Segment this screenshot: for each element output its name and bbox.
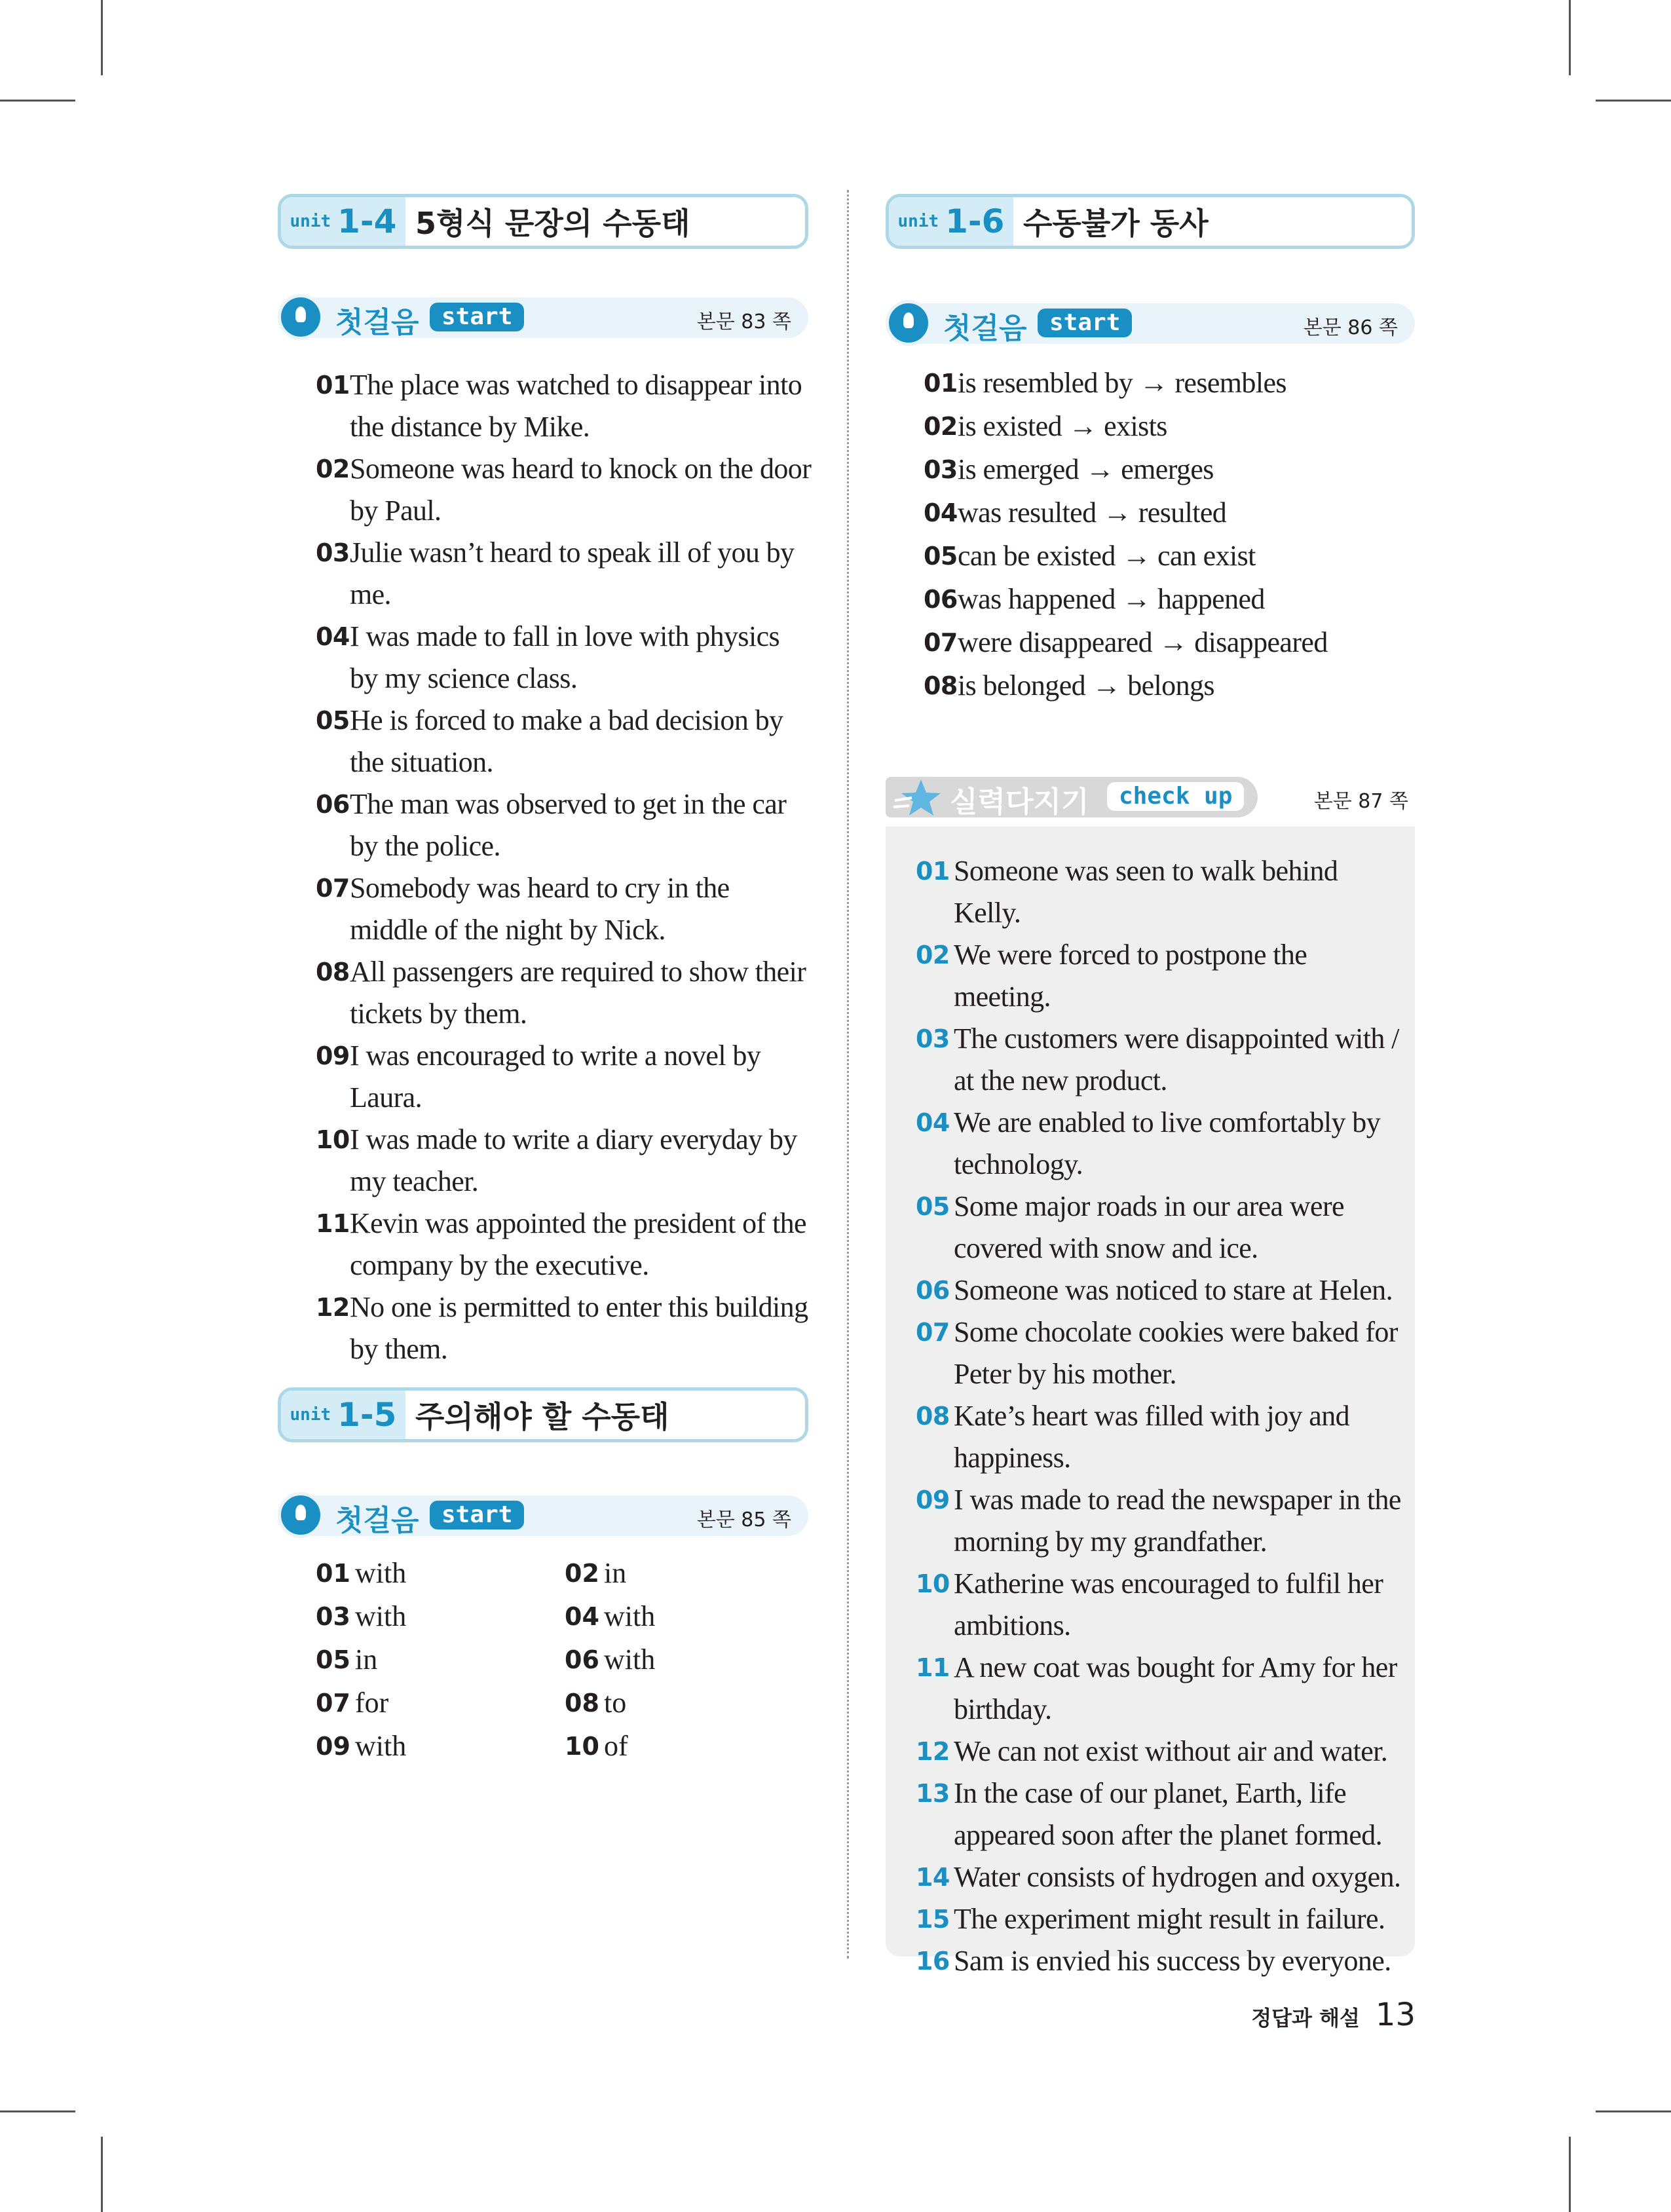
crop-mark (1569, 0, 1571, 75)
item-text: The experiment might result in failure. (954, 1903, 1385, 1935)
lightbulb-icon (278, 294, 324, 340)
item-text: Some major roads in our area were covered with snow and ice. (954, 1190, 1344, 1264)
list-item (565, 1682, 814, 1724)
item-text: is resembled by → resembles (958, 367, 1286, 399)
list-item (316, 1203, 814, 1286)
item-number: 08 (565, 1689, 599, 1717)
list-item (916, 1772, 1404, 1856)
item-number: 09 (316, 1041, 350, 1070)
list-item (316, 364, 814, 448)
item-number: 03 (316, 538, 350, 567)
list-item (916, 1311, 1404, 1395)
item-text: All passengers are required to show their tickets by them. (350, 956, 806, 1030)
item-number: 16 (916, 1947, 950, 1976)
list-item (316, 616, 814, 700)
item-text: Kate’s heart was filled with joy and happiness. (954, 1400, 1350, 1474)
item-number: 05 (316, 706, 350, 735)
section-title: 첫걸음 (943, 312, 1027, 345)
item-number: 06 (565, 1645, 599, 1674)
item-number: 02 (916, 941, 950, 969)
list-item (916, 850, 1404, 934)
item-text: was resulted → resulted (958, 497, 1227, 529)
item-text: Someone was seen to walk behind Kelly. (954, 855, 1338, 929)
item-text: Someone was noticed to stare at Helen. (954, 1274, 1393, 1306)
list-item (565, 1725, 814, 1767)
answer-grid-1-5 (316, 1552, 840, 1767)
item-text: of (604, 1730, 628, 1762)
list-item (565, 1596, 814, 1638)
item-text: I was made to write a diary everyday by my teacher. (350, 1123, 797, 1197)
crop-mark (101, 2137, 103, 2212)
item-text: Someone was heard to knock on the door by Paul. (350, 453, 812, 527)
list-item (924, 664, 1408, 707)
list-item (316, 448, 814, 532)
lightbulb-icon (886, 300, 931, 346)
list-item (916, 1479, 1404, 1563)
section-title: 첫걸음 (335, 306, 419, 339)
item-text: for (355, 1687, 389, 1719)
item-number: 15 (916, 1905, 950, 1934)
item-text: In the case of our planet, Earth, life appeared soon after the planet formed. (954, 1777, 1383, 1851)
section-pill: start (430, 1501, 524, 1529)
list-item (916, 1018, 1404, 1102)
list-item (916, 934, 1404, 1018)
list-item (916, 1647, 1404, 1731)
unit-header-1-6 (886, 194, 1415, 249)
item-number: 11 (316, 1209, 350, 1238)
item-text: No one is permitted to enter this building by them. (350, 1291, 808, 1365)
item-number: 09 (916, 1486, 950, 1514)
section-check-up (886, 772, 1408, 820)
item-text: with (355, 1730, 407, 1762)
item-number: 10 (916, 1569, 950, 1598)
page-number: 13 (1375, 1996, 1416, 2033)
unit-label: unit (290, 212, 331, 231)
item-text: with (355, 1600, 407, 1632)
item-number: 10 (316, 1125, 350, 1154)
item-number: 08 (924, 671, 958, 700)
item-number: 03 (316, 1602, 350, 1631)
list-item (924, 448, 1408, 491)
section-title: 첫걸음 (335, 1504, 419, 1537)
item-number: 06 (924, 585, 958, 614)
list-item (316, 1286, 814, 1370)
item-text: The man was observed to get in the car by the police. (350, 788, 787, 862)
item-number: 09 (316, 1732, 350, 1761)
item-number: 04 (916, 1108, 950, 1137)
item-text: is belonged → belongs (958, 669, 1214, 702)
list-item (916, 1856, 1404, 1898)
section-pill: start (430, 303, 524, 331)
item-number: 12 (316, 1293, 350, 1322)
unit-number: 1-6 (945, 202, 1005, 240)
item-text: is existed → exists (958, 410, 1167, 442)
list-item (316, 1035, 814, 1119)
item-number: 07 (924, 628, 958, 657)
item-number: 03 (916, 1024, 950, 1053)
item-text: We were forced to postpone the meeting. (954, 939, 1307, 1013)
list-item (316, 1682, 565, 1724)
section-start-1-5 (278, 1490, 808, 1539)
item-number: 01 (316, 371, 350, 400)
item-number: 07 (316, 1689, 350, 1717)
list-item (565, 1552, 814, 1594)
item-text: A new coat was bought for Amy for her birthday. (954, 1651, 1397, 1725)
crop-mark (0, 100, 75, 102)
unit-header-1-4 (278, 194, 808, 249)
section-title: 실력다지기 (950, 785, 1089, 819)
column-divider (847, 190, 849, 1959)
list-item (916, 1940, 1404, 1982)
check-up-list (916, 850, 1404, 1982)
item-text: is emerged → emerges (958, 453, 1214, 485)
list-item (316, 1596, 565, 1638)
item-text: with (355, 1557, 407, 1589)
star-icon (892, 776, 945, 819)
answer-list-1-6 (924, 362, 1408, 707)
item-text: Water consists of hydrogen and oxygen. (954, 1861, 1401, 1893)
item-number: 05 (924, 542, 958, 571)
list-item (916, 1898, 1404, 1940)
item-number: 05 (316, 1645, 350, 1674)
unit-label: unit (897, 212, 939, 231)
unit-number: 1-4 (337, 202, 397, 240)
item-text: We are enabled to live comfortably by technology. (954, 1106, 1381, 1180)
item-number: 14 (916, 1863, 950, 1892)
crop-mark (1569, 2137, 1571, 2212)
item-number: 12 (916, 1737, 950, 1766)
page-reference: 본문 83 쪽 (696, 310, 791, 333)
page-reference: 본문 86 쪽 (1303, 316, 1398, 339)
crop-mark (1596, 2110, 1671, 2112)
page-reference: 본문 85 쪽 (696, 1509, 791, 1531)
list-item (924, 621, 1408, 664)
item-text: He is forced to make a bad decision by the situation. (350, 704, 783, 778)
unit-title: 5형식 문장의 수동태 (415, 206, 690, 241)
item-number: 04 (565, 1602, 599, 1631)
list-item (316, 951, 814, 1035)
list-item (916, 1269, 1404, 1311)
list-item (565, 1639, 814, 1681)
item-number: 06 (916, 1276, 950, 1305)
item-text: Sam is envied his success by everyone. (954, 1945, 1391, 1977)
item-text: was happened → happened (958, 583, 1265, 615)
item-number: 13 (916, 1779, 950, 1808)
item-number: 02 (924, 412, 958, 441)
list-item (316, 783, 814, 867)
item-text: I was made to read the newspaper in the morning by my grandfather. (954, 1484, 1401, 1558)
item-number: 04 (924, 498, 958, 527)
list-item (924, 534, 1408, 578)
unit-tag (281, 197, 405, 246)
item-number: 05 (916, 1192, 950, 1221)
item-number: 02 (565, 1559, 599, 1588)
crop-mark (1596, 100, 1671, 102)
item-text: in (604, 1557, 627, 1589)
section-pill: check up (1107, 782, 1244, 811)
section-start-1-6 (886, 298, 1415, 347)
unit-title: 주의해야 할 수동태 (415, 1399, 669, 1434)
list-item (916, 1731, 1404, 1772)
crop-mark (0, 2110, 75, 2112)
item-number: 01 (924, 369, 958, 398)
unit-label: unit (290, 1405, 331, 1425)
item-number: 03 (924, 455, 958, 484)
item-number: 07 (916, 1318, 950, 1347)
list-item (924, 491, 1408, 534)
list-item (316, 1639, 565, 1681)
item-text: Somebody was heard to cry in the middle of the night by Nick. (350, 872, 730, 946)
page-reference: 본문 87 쪽 (1313, 790, 1408, 813)
lightbulb-icon (278, 1492, 324, 1538)
item-text: The customers were disappointed with / at the new product. (954, 1022, 1399, 1097)
item-number: 08 (316, 958, 350, 986)
item-number: 01 (916, 857, 950, 886)
list-item (916, 1395, 1404, 1479)
unit-header-1-5 (278, 1387, 808, 1442)
unit-tag (281, 1391, 405, 1439)
list-item (316, 867, 814, 951)
item-text: Kevin was appointed the president of the company by the executive. (350, 1207, 806, 1281)
list-item (316, 532, 814, 616)
item-text: Julie wasn’t heard to speak ill of you by me. (350, 536, 795, 610)
page-footer (1251, 1996, 1416, 2033)
list-item (316, 700, 814, 783)
item-number: 07 (316, 874, 350, 903)
unit-title: 수동불가 동사 (1023, 206, 1209, 241)
list-item (316, 1119, 814, 1203)
list-item (924, 405, 1408, 448)
item-text: to (604, 1687, 627, 1719)
item-text: I was encouraged to write a novel by Laura. (350, 1040, 761, 1114)
item-text: with (604, 1600, 656, 1632)
item-number: 08 (916, 1402, 950, 1431)
list-item (916, 1102, 1404, 1186)
section-pill: start (1038, 309, 1132, 337)
item-text: in (355, 1643, 378, 1676)
list-item (316, 1725, 565, 1767)
list-item (924, 578, 1408, 621)
list-item (316, 1552, 565, 1594)
list-item (916, 1563, 1404, 1647)
list-item (924, 362, 1408, 405)
item-number: 04 (316, 622, 350, 651)
list-item (916, 1186, 1404, 1269)
item-number: 10 (565, 1732, 599, 1761)
item-text: Some chocolate cookies were baked for Peter by his mother. (954, 1316, 1398, 1390)
footer-label: 정답과 해설 (1251, 2006, 1360, 2031)
item-text: Katherine was encouraged to fulfil her ambitions. (954, 1567, 1383, 1641)
answer-list-1-4 (316, 364, 814, 1370)
item-number: 06 (316, 790, 350, 819)
item-number: 01 (316, 1559, 350, 1588)
unit-number: 1-5 (337, 1396, 397, 1434)
item-number: 02 (316, 455, 350, 483)
unit-tag (889, 197, 1013, 246)
item-text: can be existed → can exist (958, 540, 1256, 572)
crop-mark (101, 0, 103, 75)
item-text: with (604, 1643, 656, 1676)
item-text: were disappeared → disappeared (958, 626, 1328, 658)
item-text: We can not exist without air and water. (954, 1735, 1388, 1767)
item-number: 11 (916, 1653, 950, 1682)
item-text: I was made to fall in love with physics by my science class. (350, 620, 780, 694)
item-text: The place was watched to disappear into the distance by Mike. (350, 369, 802, 443)
section-start-1-4 (278, 292, 808, 341)
